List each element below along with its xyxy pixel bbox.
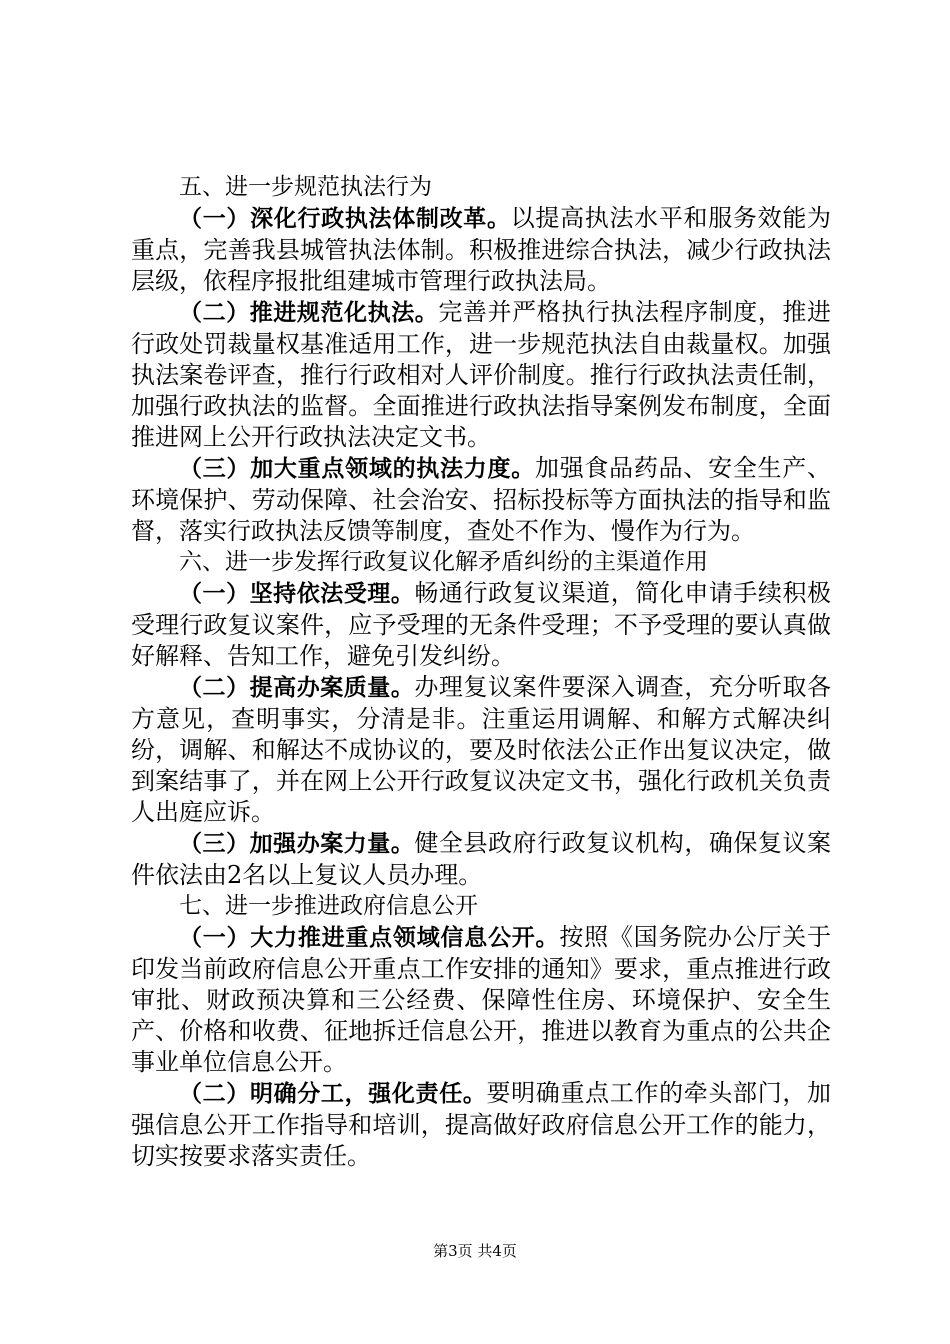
paragraph — [131, 297, 831, 453]
paragraph-text: 健全县政府行政复议机构，确保复议案件依法由2名以上复议人员办理。 — [131, 829, 832, 889]
section-heading-five: 五、进一步规范执法行为 — [179, 174, 432, 200]
paragraph — [131, 828, 831, 891]
paragraph-text: 要明确重点工作的牵头部门，加强信息公开工作指导和培训，提高做好政府信息公开工作的能力，切实按要求落实责任。 — [131, 1079, 831, 1170]
paragraph — [131, 203, 831, 297]
paragraph-text: 完善并严格执行执法程序制度，推进行政处罚裁量权基准适用工作，进一步规范执法自由裁量权。加强执法案卷评查，推行行政相对人评价制度。推行行政执法责任制，加强行政执法的监督。全面推进行政执法指导案例发布制度，全面推进网上公开行政执法决定文书。 — [131, 298, 832, 451]
paragraph — [131, 578, 831, 672]
paragraph-lead: （二）提高办案质量。 — [179, 675, 415, 701]
paragraph — [131, 672, 831, 828]
paragraph-lead: （一）大力推进重点领域信息公开。 — [179, 925, 560, 951]
paragraph-lead: （三）加大重点领域的执法力度。 — [179, 456, 535, 482]
paragraph-text: 畅通行政复议渠道，简化申请手续积极受理行政复议案件，应予受理的无条件受理；不予受理的要认真做好解释、告知工作，避免引发纠纷。 — [131, 579, 832, 670]
paragraph-text: 办理复议案件要深入调查，充分听取各方意见，查明事实，分清是非。注重运用调解、和解方式解决纠纷，调解、和解达不成协议的，要及时依法公正作出复议决定，做到案结事了，并在网上公开行政复议决定文书，强化行政机关负责人出庭应诉。 — [131, 673, 832, 826]
document-body — [131, 172, 831, 1172]
page-footer: 第3页 共4页 — [433, 1242, 517, 1260]
paragraph — [131, 922, 831, 1078]
paragraph-text: 加强食品药品、安全生产、环境保护、劳动保障、社会治安、招标投标等方面执法的指导和监督，落实行政执法反馈等制度，查处不作为、慢作为行为。 — [131, 454, 832, 545]
paragraph-lead: （一）深化行政执法体制改革。 — [179, 206, 511, 232]
paragraph-text: 按照《国务院办公厅关于印发当前政府信息公开重点工作安排的通知》要求，重点推进行政审批、财政预决算和三公经费、保障性住房、环境保护、安全生产、价格和收费、征地拆迁信息公开，推进以教育为重点的公共企事业单位信息公开。 — [131, 923, 832, 1076]
paragraph-lead: （二）明确分工，强化责任。 — [179, 1081, 487, 1107]
section-heading-six: 六、进一步发挥行政复议化解矛盾纠纷的主渠道作用 — [179, 549, 708, 575]
paragraph-text: 以提高执法水平和服务效能为重点，完善我县城管执法体制。积极推进综合执法，减少行政执法层级，依程序报批组建城市管理行政执法局。 — [131, 204, 832, 295]
paragraph — [131, 453, 831, 547]
paragraph-lead: （二）推进规范化执法。 — [179, 300, 439, 326]
paragraph-lead: （三）加强办案力量。 — [179, 831, 415, 857]
paragraph — [131, 1078, 831, 1172]
paragraph-lead: （一）坚持依法受理。 — [179, 581, 415, 607]
section-heading-seven: 七、进一步推进政府信息公开 — [179, 893, 478, 919]
